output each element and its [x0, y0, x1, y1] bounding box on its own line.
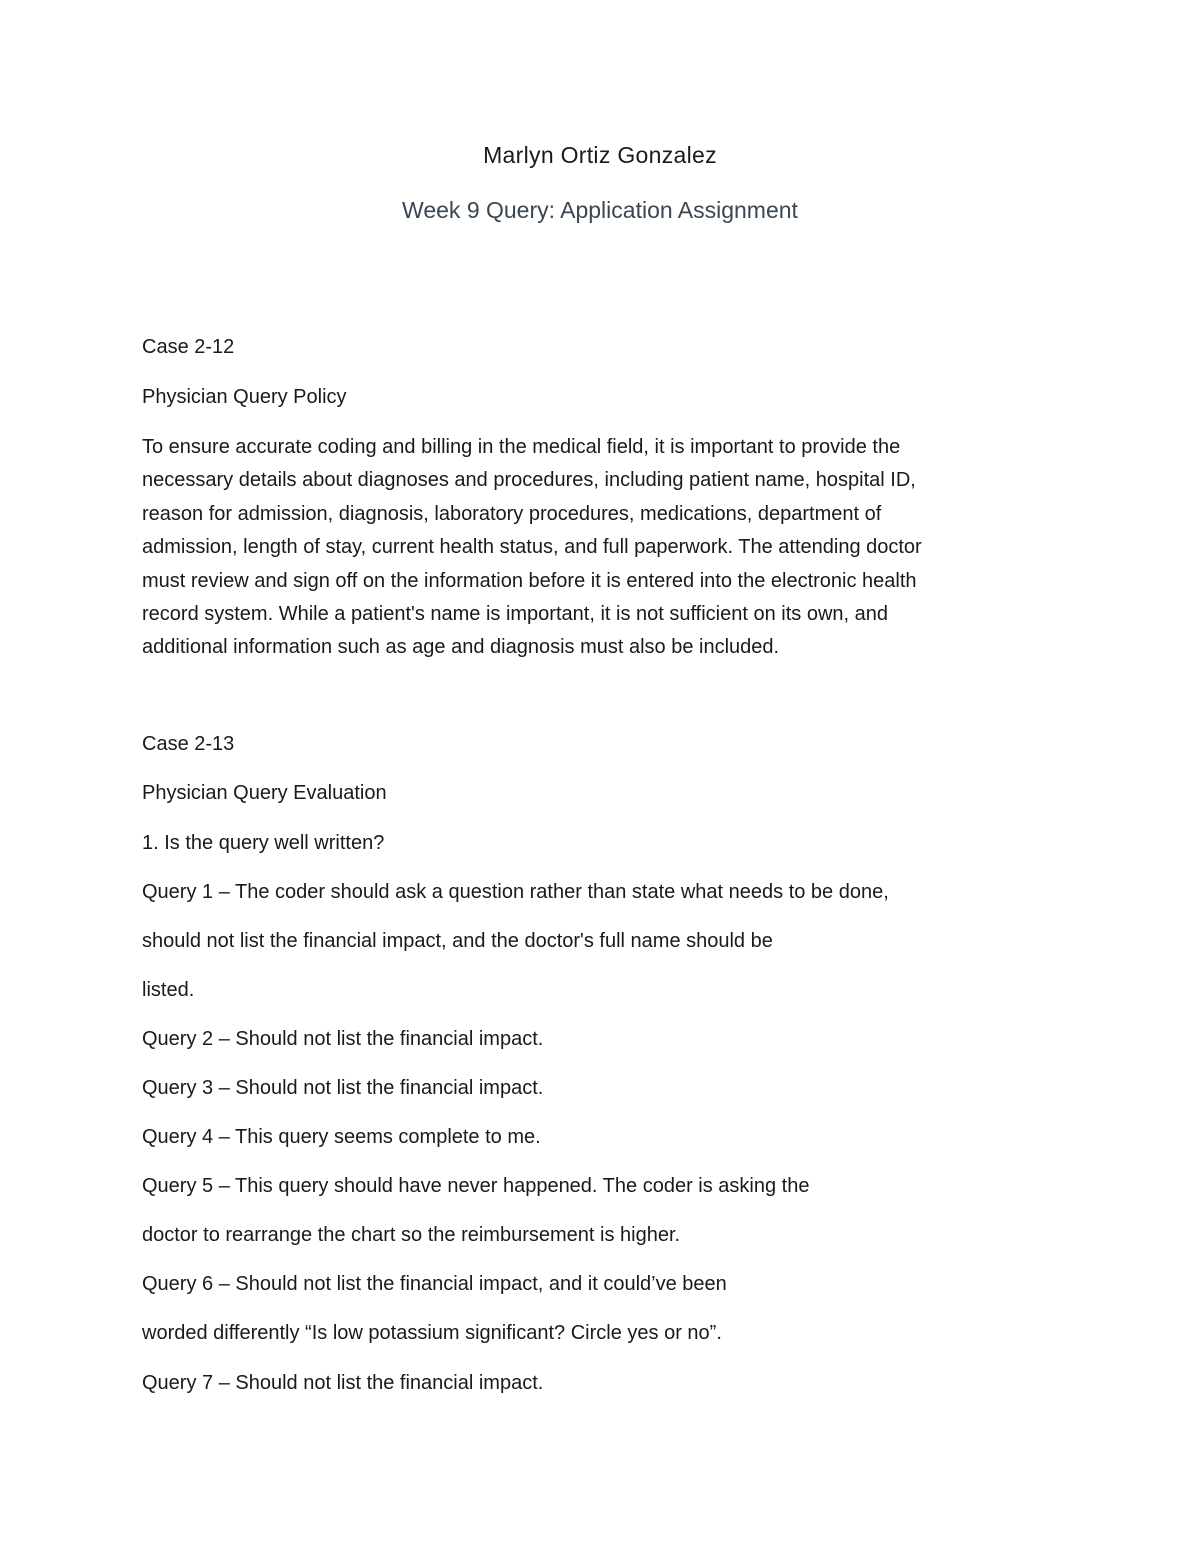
query-line: Query 3 – Should not list the financial impact. — [142, 1077, 544, 1099]
case-2-13-heading: Case 2-13 — [142, 733, 235, 755]
paragraph-line: reason for admission, diagnosis, laboratory procedures, medications, department of — [142, 502, 882, 525]
case-2-12-subheading: Physician Query Policy — [142, 386, 347, 408]
query-line: Query 5 – This query should have never happened. The coder is asking the — [142, 1175, 810, 1197]
paragraph-line: admission, length of stay, current health status, and full paperwork. The attending doctor — [142, 536, 922, 559]
evaluation-question: 1. Is the query well written? — [142, 832, 385, 854]
query-line: worded differently “Is low potassium significant? Circle yes or no”. — [142, 1322, 722, 1344]
query-line: Query 2 – Should not list the financial impact. — [142, 1028, 544, 1050]
case-2-12-heading: Case 2-12 — [142, 336, 235, 358]
case-2-12-paragraph — [142, 431, 1062, 665]
paragraph-line: additional information such as age and diagnosis must also be included. — [142, 636, 780, 659]
paragraph-line: necessary details about diagnoses and procedures, including patient name, hospital ID, — [142, 469, 916, 492]
query-line: Query 7 – Should not list the financial impact. — [142, 1372, 544, 1394]
query-line: Query 6 – Should not list the financial impact, and it could’ve been — [142, 1273, 727, 1295]
query-line: listed. — [142, 979, 195, 1001]
author-name: Marlyn Ortiz Gonzalez — [483, 142, 717, 168]
paragraph-line: record system. While a patient's name is important, it is not sufficient on its own, and — [142, 603, 889, 626]
query-line: Query 1 – The coder should ask a question rather than state what needs to be done, — [142, 881, 889, 903]
paragraph-line: To ensure accurate coding and billing in the medical field, it is important to provide the — [142, 436, 901, 458]
assignment-title: Week 9 Query: Application Assignment — [402, 197, 798, 223]
query-line: doctor to rearrange the chart so the reimbursement is higher. — [142, 1224, 681, 1246]
query-line: should not list the financial impact, and the doctor's full name should be — [142, 930, 773, 952]
query-line: Query 4 – This query seems complete to me. — [142, 1126, 541, 1148]
case-2-13-subheading: Physician Query Evaluation — [142, 782, 387, 804]
paragraph-line: must review and sign off on the information before it is entered into the electronic health — [142, 569, 917, 592]
